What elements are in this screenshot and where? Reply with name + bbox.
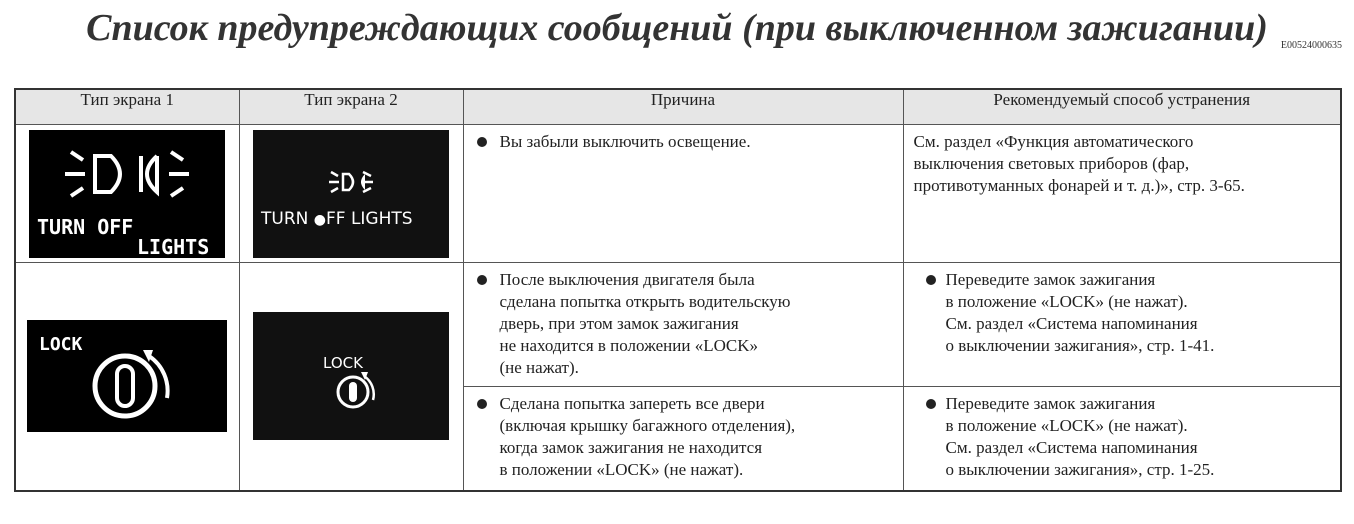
lights-display-type-1: [29, 130, 225, 258]
display-text-turn-off: TURN OFF: [37, 214, 134, 239]
display-text-lock: LOCK: [39, 334, 83, 356]
remedy-cell: [903, 387, 1341, 491]
lock-display-type-1: [27, 320, 227, 432]
remedy-item: Переведите замок зажигания в положение «LOCK» (не нажат). См. раздел «Система напоминания о выключении зажигания», стр. 1-41.: [904, 263, 1341, 361]
screen-type-1-cell: [15, 263, 239, 491]
ignition-lock-icon: [27, 320, 227, 432]
document-code: E00524000635: [1280, 40, 1342, 51]
display-text-lights: LIGHTS: [137, 234, 210, 258]
remedy-item: Переведите замок зажигания в положение «LOCK» (не нажат). См. раздел «Система напоминания о выключении зажигания», стр. 1-25.: [904, 387, 1341, 485]
remedy-cell: [903, 125, 1341, 263]
cause-item: После выключения двигателя была сделана попытка открыть водительскую дверь, при этом замок зажигания не находится в положении «LOCK» (не нажат).: [464, 263, 903, 383]
screen-type-2-cell: [239, 125, 463, 263]
bullet-icon: [926, 399, 936, 409]
remedy-cell: [903, 263, 1341, 387]
bullet-icon: [477, 275, 487, 285]
column-header-screen-type-2: Тип экрана 2: [239, 89, 463, 125]
table-header-row: [15, 89, 1341, 125]
column-header-cause: Причина: [463, 89, 903, 125]
bullet-icon: [477, 137, 487, 147]
cause-item: Сделана попытка запереть все двери (включая крышку багажного отделения), когда замок зажигания не находится в положении «LOCK» (не нажат).: [464, 387, 903, 485]
cause-cell: [463, 263, 903, 387]
display-text-turn-off-lights: TURN ●FF LIGHTS: [261, 208, 413, 229]
page-title: Список предупреждающих сообщений (при выключенном зажигании): [86, 7, 1268, 49]
column-header-remedy: Рекомендуемый способ устранения: [903, 89, 1341, 125]
ignition-lock-icon: [253, 312, 449, 440]
headlight-icon: [253, 130, 449, 258]
bullet-icon: [926, 275, 936, 285]
table-row: [15, 263, 1341, 387]
cause-cell: [463, 125, 903, 263]
screen-type-2-cell: [239, 263, 463, 491]
cause-cell: [463, 387, 903, 491]
lights-display-type-2: [253, 130, 449, 258]
warning-messages-table: [14, 88, 1342, 492]
lock-display-type-2: [253, 312, 449, 440]
remedy-item: См. раздел «Функция автоматического выключения световых приборов (фар, противотуманных фонарей и т. д.)», стр. 3-65.: [913, 132, 1245, 195]
column-header-screen-type-1: Тип экрана 1: [15, 89, 239, 125]
screen-type-1-cell: [15, 125, 239, 263]
display-text-lock: LOCK: [323, 354, 363, 373]
table-row: [15, 125, 1341, 263]
bullet-icon: [477, 399, 487, 409]
headlight-icon: [29, 130, 225, 258]
cause-item: Вы забыли выключить освещение.: [464, 125, 903, 157]
